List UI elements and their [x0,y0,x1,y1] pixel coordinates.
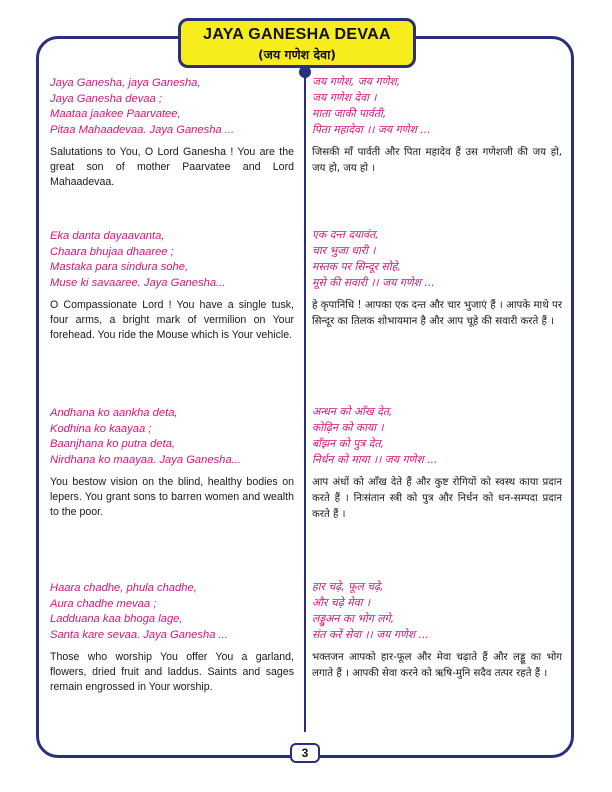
meaning-hindi: भक्तजन आपको हार-फूल और मेवा चढ़ाते हैं और लड्डू का भोग लगाते हैं । आपकी सेवा करने को ऋषि-मुनि सदैव तत्पर रहते हैं । [312,652,562,679]
meaning-english: Those who worship You offer You a garland, flowers, dried fruit and laddus. Saints and sages remain engrossed in Your worship. [50,651,294,694]
verse-line: माता जाकी पार्वती, [312,107,387,120]
verse-line: और चढ़े मेवा । [312,596,371,609]
meaning-english: O Compassionate Lord ! You have a single tusk, four arms, a bright mark of vermilion on Your forehead. You ride the Mouse which is Your vehicle. [50,299,294,342]
verse-line: संत करें सेवा ।। जय गणेश ... [312,628,429,641]
stanza-english [50,581,294,695]
meaning-english: You bestow vision on the blind, healthy bodies on lepers. You grant sons to barren women and wealth to the poor. [50,476,294,519]
verse-line: Jaya Ganesha, jaya Ganesha, [50,77,201,89]
verse-line: मस्तक पर सिन्दूर सोहे, [312,260,401,273]
verse-line: Mastaka para sindura sohe, [50,261,189,274]
meaning-hindi: आप अंधों को आँख देते हैं और कुष्ट रोगियों को स्वस्थ काया प्रदान करते हैं । निःसंतान स्त्री को पुत्र और निर्धन को धन-सम्पदा प्रदान करते हैं । [312,477,562,520]
stanza-english [50,76,294,190]
verse-english [50,76,294,138]
verse-line: Haara chadhe, phula chadhe, [50,582,197,594]
verse-line: चार भुजा धारी । [312,244,376,257]
stanza-hindi [312,404,562,523]
verse-line: Andhana ko aankha deta, [50,407,178,419]
verse-english [50,581,294,643]
verse-line: लड्डुअन का भोग लगे, [312,612,395,625]
verse-line: निर्धन को माया ।। जय गणेश ... [312,453,438,466]
verse-english [50,406,294,468]
verse-line: Maataa jaakee Paarvatee, [50,108,181,121]
verse-line: Baanjhana ko putra deta, [50,438,176,451]
verse-line: अन्धन को आँख देत, [312,405,393,418]
verse-line: Nirdhana ko maayaa. Jaya Ganesha... [50,453,241,466]
meaning-english: Salutations to You, O Lord Ganesha ! You are the great son of mother Paarvatee and Lord Mahaadevaa. [50,146,294,189]
verse-line: Santa kare sevaa. Jaya Ganesha ... [50,628,228,641]
verse-line: बाँझन को पुत्र देत, [312,437,384,450]
meaning-hindi: हे कृपानिधि ! आपका एक दन्त और चार भुजाएं हैं । आपके माथे पर सिन्दूर का तिलक शोभायमान है और आप चूहे की सवारी करते हैं । [312,300,562,327]
verse-line: Pitaa Mahaadevaa. Jaya Ganesha ... [50,123,235,136]
verse-line: जय गणेश, जय गणेश, [312,75,401,88]
verse-line: Kodhina ko kaayaa ; [50,422,152,435]
verse-line: Chaara bhujaa dhaaree ; [50,245,174,258]
stanza-hindi [312,74,562,177]
verse-line: Aura chadhe mevaa ; [50,597,157,610]
verse-line: जय गणेश देवा । [312,91,377,104]
verse-english [50,229,294,291]
verse-line: Ladduana kaa bhoga lage, [50,613,183,626]
stanza-english [50,229,294,343]
verse-hindi [312,74,562,138]
verse-hindi [312,404,562,468]
verse-line: हार चढ़े, फूल चढ़े, [312,580,384,593]
verse-line: पिता महादेवा ।। जय गणेश ... [312,123,431,136]
title-banner [178,18,416,68]
verse-line: कोढ़िन को काया । [312,421,384,434]
verse-line: मूसे की सवारी ।। जय गणेश ... [312,276,435,289]
column-divider [304,72,306,732]
stanza-english [50,406,294,520]
verse-line: Eka danta dayaavanta, [50,230,165,242]
page-title: JAYA GANESHA DEVAA [203,26,391,43]
page-subtitle: (जय गणेश देवा) [257,47,337,62]
page-number: 3 [290,743,320,763]
verse-line: Jaya Ganesha devaa ; [50,92,162,105]
verse-line: एक दन्त दयावंत, [312,228,379,241]
verse-hindi [312,579,562,643]
verse-line: Muse ki savaaree. Jaya Ganesha... [50,276,226,289]
verse-hindi [312,227,562,291]
stanza-hindi [312,227,562,330]
stanza-hindi [312,579,562,682]
meaning-hindi: जिसकी माँ पार्वती और पिता महादेव हैं उस गणेशजी की जय हो, जय हो, जय हो । [312,147,562,174]
